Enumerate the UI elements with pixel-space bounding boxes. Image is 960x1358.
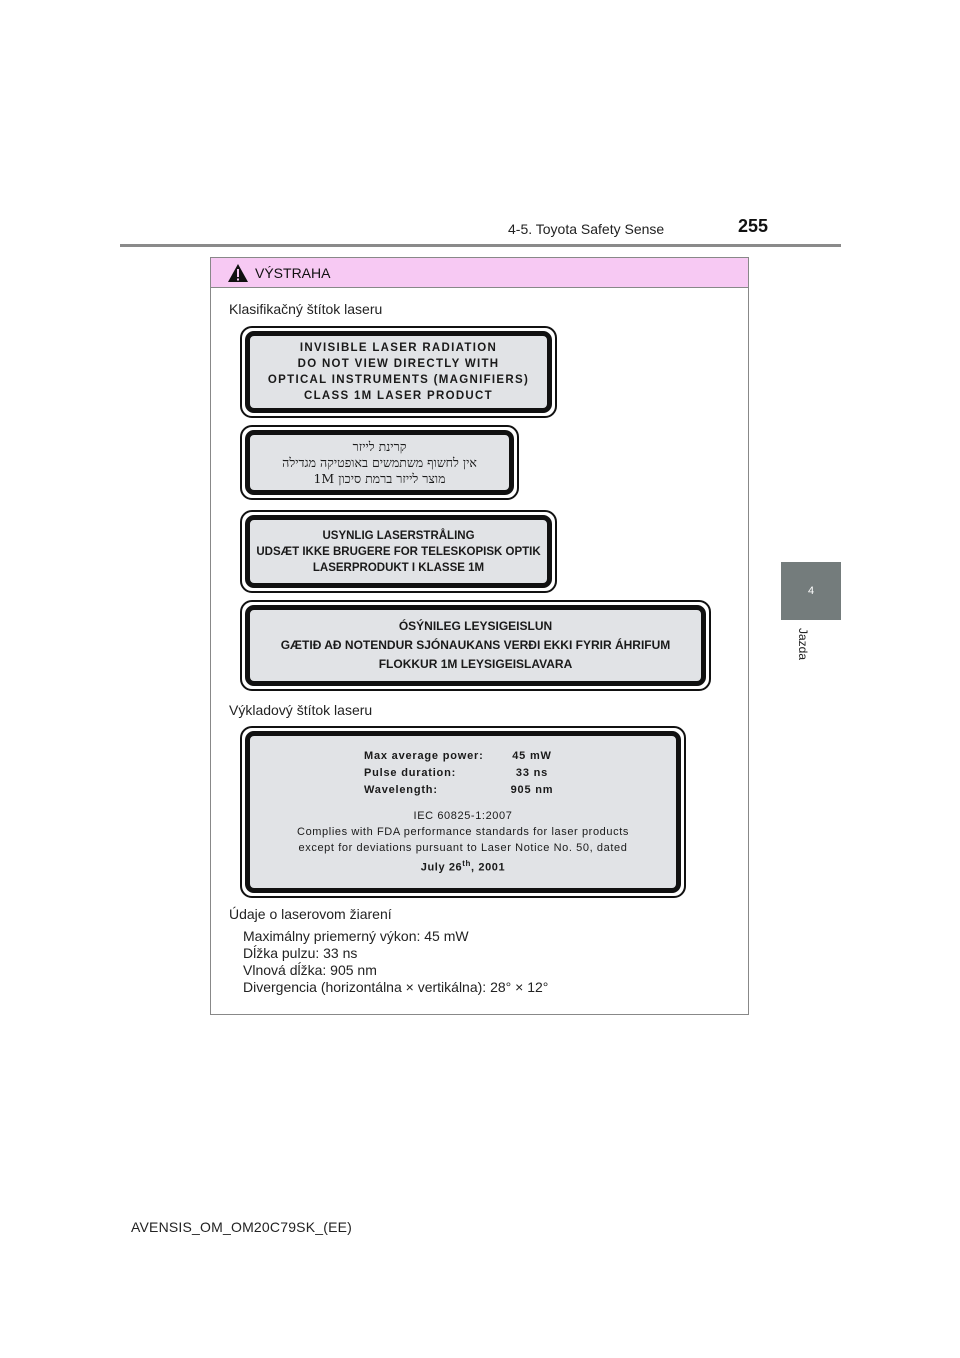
laser-explanatory-label [240, 726, 686, 898]
chapter-label: Jazda [796, 628, 810, 661]
label-line: OPTICAL INSTRUMENTS (MAGNIFIERS) [267, 374, 530, 386]
label-line: DO NOT VIEW DIRECTLY WITH [297, 358, 500, 370]
compliance-line: Complies with FDA performance standards for laser products [297, 826, 629, 839]
explanatory-heading: Výkladový štítok laseru [229, 702, 373, 718]
label-line: אין לחשוף משתמשים באופטיקה מגדילה [282, 454, 477, 470]
standard-line: IEC 60825-1:2007 [413, 810, 513, 823]
page-number: 255 [738, 216, 769, 236]
compliance-line: except for deviations pursuant to Laser Notice No. 50, dated [298, 842, 628, 855]
spec-label: Wavelength: [364, 784, 438, 797]
document-id: AVENSIS_OM_OM20C79SK_(EE) [131, 1219, 353, 1235]
spec-table [364, 748, 562, 798]
list-item: Maximálny priemerný výkon: 45 mW [243, 928, 469, 944]
warning-title: VÝSTRAHA [255, 264, 331, 281]
label-line: LASERPRODUKT I KLASSE 1M [312, 561, 485, 574]
warning-header [211, 258, 748, 288]
laser-label-icelandic [240, 600, 711, 691]
spec-label: Pulse duration: [364, 767, 457, 780]
classification-heading: Klasifikačný štítok laseru [229, 301, 383, 317]
spec-label: Max average power: [364, 750, 484, 763]
list-item: Divergencia (horizontálna × vertikálna): 28° × 12° [243, 979, 549, 995]
label-line: קרינת לייזר [352, 438, 407, 454]
laser-label-danish [240, 510, 557, 593]
spec-value: 33 ns [515, 767, 549, 780]
list-item: Vlnová dĺžka: 905 nm [243, 962, 377, 978]
laser-data-list [243, 928, 548, 996]
label-line: UDSÆT IKKE BRUGERE FOR TELESKOPISK OPTIK [256, 545, 541, 558]
spec-value: 905 nm [510, 784, 554, 797]
header-divider [120, 244, 841, 247]
label-line: GÆTIÐ AÐ NOTENDUR SJÓNAUKANS VERÐI EKKI FYRIR ÁHRIFUM [280, 638, 671, 652]
laser-label-hebrew [240, 425, 519, 500]
label-line: INVISIBLE LASER RADIATION [299, 342, 498, 354]
label-line: CLASS 1M LASER PRODUCT [304, 390, 493, 402]
laser-label-english [240, 326, 557, 418]
chapter-tab[interactable] [781, 562, 841, 620]
warning-triangle-icon [227, 263, 249, 283]
section-title: 4-5. Toyota Safety Sense [508, 221, 665, 237]
label-line: FLOKKUR 1M LEYSIGEISLAVARA [378, 657, 573, 671]
label-line: ÓSÝNILEG LEYSIGEISLUN [398, 619, 553, 633]
label-line: מוצר לייזר ברמת סיכון 1M [313, 470, 446, 486]
spec-value: 45 mW [512, 750, 552, 763]
chapter-number: 4 [807, 585, 815, 597]
list-item: Dĺžka pulzu: 33 ns [243, 945, 358, 961]
notice-date: July 26th, 2001 [420, 859, 506, 874]
data-heading: Údaje o laserovom žiarení [229, 906, 392, 922]
label-line: USYNLIG LASERSTRÅLING [322, 529, 475, 542]
